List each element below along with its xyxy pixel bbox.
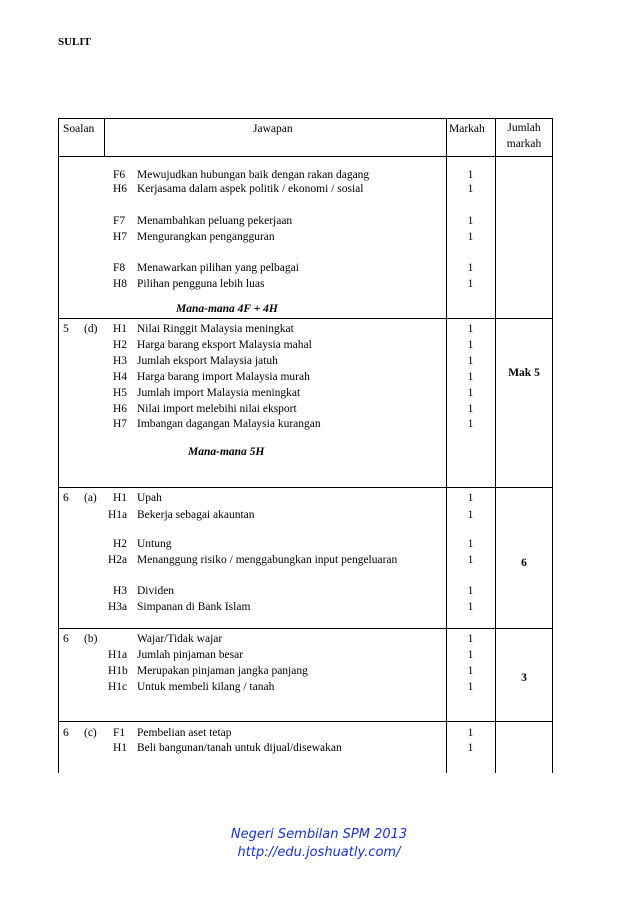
answer-mark: 1 <box>467 403 474 415</box>
answer-code: H8 <box>113 278 128 290</box>
answer-mark: 1 <box>467 418 474 430</box>
answer-text: Bekerja sebagai akauntan <box>137 509 255 521</box>
header-jawapan: Jawapan <box>253 123 293 135</box>
answer-text: Pilihan pengguna lebih luas <box>137 278 265 290</box>
answer-mark: 1 <box>467 169 474 181</box>
answer-text: Pembelian aset tetap <box>137 727 232 739</box>
answer-mark: 1 <box>467 183 474 195</box>
answer-mark: 1 <box>467 509 474 521</box>
answer-mark: 1 <box>467 231 474 243</box>
answer-code: F6 <box>113 169 126 181</box>
answer-code: H1 <box>113 742 128 754</box>
footer-url[interactable]: http://edu.joshuatly.com/ <box>237 845 401 860</box>
answer-mark: 1 <box>467 387 474 399</box>
answer-code: F7 <box>113 215 126 227</box>
footer-source <box>0 826 638 862</box>
answer-code: H5 <box>113 387 128 399</box>
answer-text: Untuk membeli kilang / tanah <box>137 681 275 693</box>
answer-text: Jumlah eksport Malaysia jatuh <box>137 355 278 367</box>
answer-text: Menambahkan peluang pekerjaan <box>137 215 293 227</box>
question-part: (c) <box>84 727 97 739</box>
answer-mark: 1 <box>467 371 474 383</box>
col-divider-jawapan <box>104 118 105 156</box>
question-part: (a) <box>84 492 97 504</box>
answer-code: H1a <box>108 649 128 661</box>
answer-mark: 1 <box>467 601 474 613</box>
answer-text: Kerjasama dalam aspek politik / ekonomi / sosial <box>137 183 364 195</box>
table-right-border <box>552 118 553 773</box>
answer-text: Nilai Ringgit Malaysia meningkat <box>137 323 294 335</box>
answer-mark: 1 <box>467 585 474 597</box>
row-separator <box>58 628 553 629</box>
answer-mark: 1 <box>467 323 474 335</box>
question-part: (b) <box>84 633 98 645</box>
answer-text: Nilai import melebihi nilai eksport <box>137 403 297 415</box>
answer-mark: 1 <box>467 742 474 754</box>
row-separator <box>58 318 553 319</box>
answer-mark: 1 <box>467 727 474 739</box>
table-left-border <box>58 118 59 773</box>
answer-text: Upah <box>137 492 162 504</box>
answer-mark: 1 <box>467 649 474 661</box>
answer-code: H1c <box>108 681 128 693</box>
question-number: 5 <box>63 323 69 335</box>
answer-text: Beli bangunan/tanah untuk dijual/disewakan <box>137 742 342 754</box>
answer-code: H1 <box>113 323 128 335</box>
answer-code: H4 <box>113 371 128 383</box>
answer-code: F8 <box>113 262 126 274</box>
answer-mark: 1 <box>467 262 474 274</box>
answer-code: F1 <box>113 727 126 739</box>
answer-code: H7 <box>113 231 128 243</box>
answer-code: H6 <box>113 403 128 415</box>
answer-mark: 1 <box>467 215 474 227</box>
answer-text: Wajar/Tidak wajar <box>137 633 223 645</box>
question-number: 6 <box>63 492 69 504</box>
answer-text: Menawarkan pilihan yang pelbagai <box>137 262 299 274</box>
answer-text: Merupakan pinjaman jangka panjang <box>137 665 308 677</box>
answer-mark: 1 <box>467 355 474 367</box>
answer-code: H3 <box>113 585 128 597</box>
header-markah-2: markah <box>506 138 542 150</box>
question-part: (d) <box>84 323 98 335</box>
answer-text: Imbangan dagangan Malaysia kurangan <box>137 418 321 430</box>
answer-code: H1b <box>108 665 128 677</box>
header-jumlah: Jumlah <box>507 122 541 134</box>
answer-text: Simpanan di Bank Islam <box>137 601 251 613</box>
answer-text: Mewujudkan hubungan baik dengan rakan dagang <box>137 169 370 181</box>
question-number: 6 <box>63 727 69 739</box>
row-separator <box>58 487 553 488</box>
answer-code: H3a <box>108 601 128 613</box>
answer-mark: 1 <box>467 278 474 290</box>
answer-text: Dividen <box>137 585 175 597</box>
row-separator <box>58 721 553 722</box>
answer-code: H1a <box>108 509 128 521</box>
total-mark: 3 <box>521 672 527 684</box>
marking-scheme-table <box>58 118 553 773</box>
answer-mark: 1 <box>467 633 474 645</box>
answer-mark: 1 <box>467 665 474 677</box>
total-mark: Mak 5 <box>508 367 540 379</box>
answer-text: Mengurangkan pengangguran <box>137 231 275 243</box>
answer-code: H2 <box>113 339 128 351</box>
question-number: 6 <box>63 633 69 645</box>
answer-text: Harga barang import Malaysia murah <box>137 371 310 383</box>
answer-code: H1 <box>113 492 128 504</box>
answer-text: Harga barang eksport Malaysia mahal <box>137 339 312 351</box>
answer-mark: 1 <box>467 681 474 693</box>
answer-code: H3 <box>113 355 128 367</box>
table-top-border <box>58 118 553 119</box>
answer-code: H2a <box>108 554 128 566</box>
answer-code: H2 <box>113 538 128 550</box>
answer-mark: 1 <box>467 538 474 550</box>
header-markah: Markah <box>449 123 485 135</box>
total-mark: 6 <box>521 557 527 569</box>
answer-text: Jumlah import Malaysia meningkat <box>137 387 301 399</box>
answer-code: H7 <box>113 418 128 430</box>
header-bottom-border <box>58 156 553 157</box>
footer-title: Negeri Sembilan SPM 2013 <box>230 827 408 842</box>
header-sulit: SULIT <box>58 36 92 48</box>
answer-text: Jumlah pinjaman besar <box>137 649 244 661</box>
answer-text: Untung <box>137 538 172 550</box>
answer-mark: 1 <box>467 492 474 504</box>
answer-code: H6 <box>113 183 128 195</box>
header-soalan: Soalan <box>63 123 95 135</box>
note: Mana-mana 5H <box>188 446 265 458</box>
answer-text: Menanggung risiko / menggabungkan input pengeluaran <box>137 554 398 566</box>
note: Mana-mana 4F + 4H <box>176 303 278 315</box>
answer-mark: 1 <box>467 339 474 351</box>
answer-mark: 1 <box>467 554 474 566</box>
